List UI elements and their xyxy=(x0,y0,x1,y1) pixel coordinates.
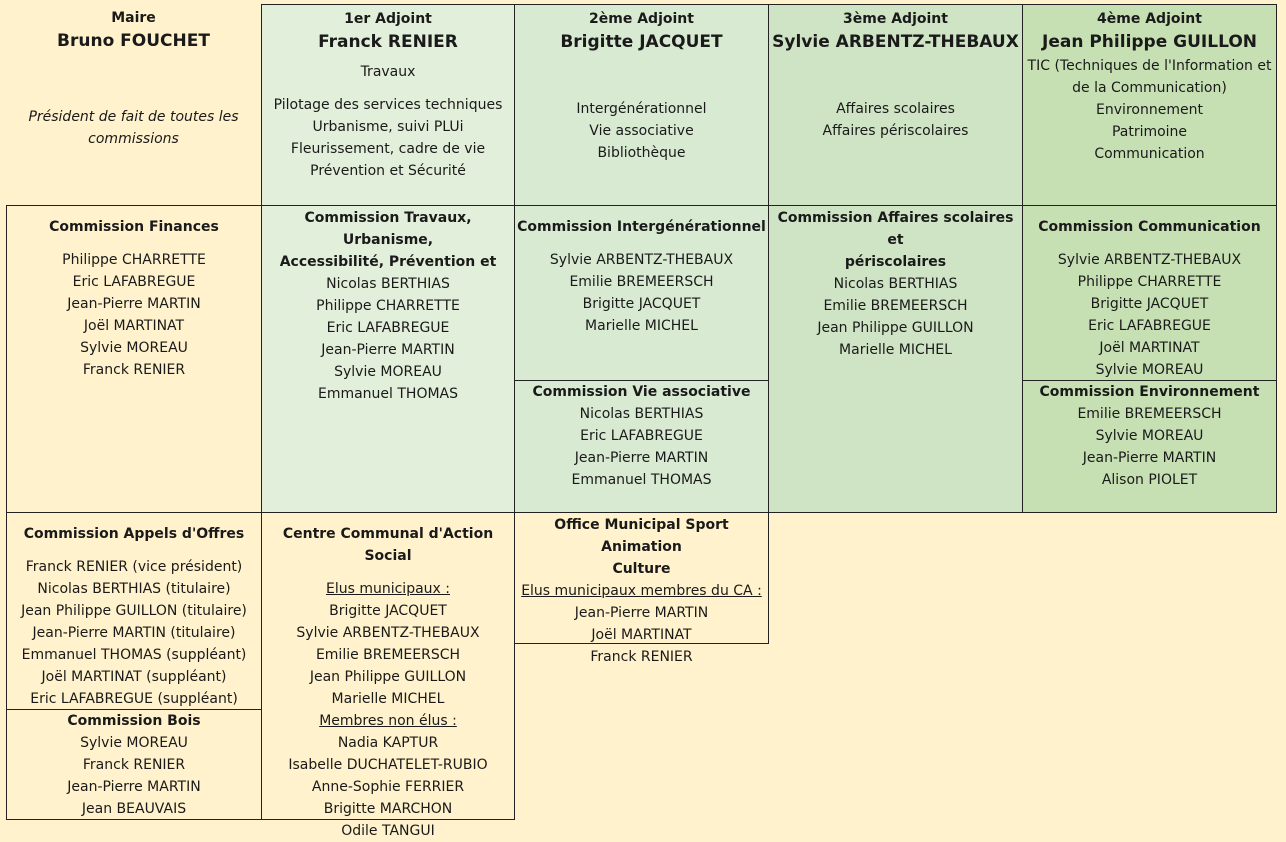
adjoint1-duty: Fleurissement, cadre de vie xyxy=(290,141,486,157)
member: Sylvie MOREAU xyxy=(1095,428,1204,444)
member: Brigitte MARCHON xyxy=(323,801,453,817)
adjoint2-duty: Vie associative xyxy=(589,123,694,139)
member: Odile TANGUI xyxy=(341,823,435,839)
member: Sylvie MOREAU xyxy=(334,364,442,380)
adjoint4-name: Jean Philippe GUILLON xyxy=(1042,32,1257,52)
member: Emmanuel THOMAS xyxy=(317,386,459,402)
maire-role: Maire xyxy=(111,10,156,26)
member: Sylvie MOREAU xyxy=(1095,362,1204,378)
commission-finances xyxy=(6,205,262,513)
member: Emmanuel THOMAS xyxy=(571,472,712,488)
commission-title: Commission Vie associative xyxy=(532,384,751,400)
member: Eric LAFABREGUE xyxy=(72,274,196,290)
member: Eric LAFABREGUE xyxy=(326,320,450,336)
adjoint2-name: Brigitte JACQUET xyxy=(560,32,723,52)
commission-intergenerationnel xyxy=(514,205,769,381)
member: Brigitte JACQUET xyxy=(582,296,701,312)
member: Sylvie MOREAU xyxy=(80,340,188,356)
adjoint1-role: 1er Adjoint xyxy=(344,11,432,27)
member: Jean BEAUVAIS xyxy=(81,801,187,817)
member: Joël MARTINAT xyxy=(1099,340,1200,356)
adjoint4-cell xyxy=(1022,4,1277,206)
member: Eric LAFABREGUE xyxy=(580,428,703,444)
member: Isabelle DUCHATELET-RUBIO xyxy=(288,757,488,773)
member: Eric LAFABREGUE xyxy=(1088,318,1211,334)
adjoint2-duty: Bibliothèque xyxy=(597,145,686,161)
member: Joël MARTINAT (suppléant) xyxy=(41,669,227,685)
maire-name: Bruno FOUCHET xyxy=(57,31,210,51)
member: Emilie BREMEERSCH xyxy=(823,298,968,314)
adjoint3-role: 3ème Adjoint xyxy=(843,11,948,27)
member: Jean-Pierre MARTIN xyxy=(574,605,709,621)
member: Philippe CHARRETTE xyxy=(1077,274,1222,290)
member: Jean-Pierre MARTIN (titulaire) xyxy=(32,625,236,641)
member: Jean-Pierre MARTIN xyxy=(1082,450,1217,466)
adjoint2-role: 2ème Adjoint xyxy=(589,11,694,27)
member: Nicolas BERTHIAS xyxy=(579,406,704,422)
member: Jean Philippe GUILLON xyxy=(309,669,467,685)
adjoint1-duty: Urbanisme, suivi PLUi xyxy=(312,119,464,135)
member: Jean Philippe GUILLON xyxy=(817,320,974,336)
member: Emmanuel THOMAS (suppléant) xyxy=(21,647,247,663)
adjoint1-duty: Pilotage des services techniques xyxy=(273,97,503,113)
elus-label: Elus municipaux membres du CA : xyxy=(521,583,762,599)
adjoint4-duty: TIC (Techniques de l'Information et xyxy=(1027,58,1272,74)
adjoint4-duty: de la Communication) xyxy=(1072,80,1227,96)
member: Franck RENIER xyxy=(82,757,186,773)
commission-title: Commission Travaux, Urbanisme, xyxy=(304,210,472,248)
commission-title: Accessibilité, Prévention et xyxy=(279,254,497,270)
adjoint1-duty: Prévention et Sécurité xyxy=(310,163,466,179)
member: Marielle MICHEL xyxy=(585,318,698,334)
member: Anne-Sophie FERRIER xyxy=(311,779,465,795)
commission-environnement xyxy=(1022,380,1277,513)
commission-appels-offres xyxy=(6,512,262,710)
member: Alison PIOLET xyxy=(1101,472,1198,488)
commission-title: Office Municipal Sport Animation xyxy=(554,517,729,555)
commission-title: Commission Environnement xyxy=(1039,384,1260,400)
member: Marielle MICHEL xyxy=(839,342,952,358)
member: Nadia KAPTUR xyxy=(337,735,439,751)
commission-title: Commission Appels d'Offres xyxy=(23,526,245,542)
adjoint2-duty: Intergénérationnel xyxy=(576,101,707,117)
adjoint4-duty: Patrimoine xyxy=(1111,124,1188,140)
member: Jean-Pierre MARTIN xyxy=(321,342,455,358)
member: Philippe CHARRETTE xyxy=(316,298,460,314)
maire-cell xyxy=(6,4,261,205)
commission-title: Centre Communal d'Action Social xyxy=(282,526,494,564)
member: Jean-Pierre MARTIN xyxy=(574,450,709,466)
member: Sylvie MOREAU xyxy=(80,735,188,751)
adjoint4-role: 4ème Adjoint xyxy=(1097,11,1202,27)
adjoint4-duty: Communication xyxy=(1094,146,1205,162)
member: Joël MARTINAT xyxy=(83,318,185,334)
adjoint3-cell xyxy=(768,4,1023,206)
commission-bois xyxy=(6,709,262,820)
member: Brigitte JACQUET xyxy=(329,603,447,619)
commission-affaires-scolaires xyxy=(768,205,1023,513)
commission-vie-associative xyxy=(514,380,769,513)
member: Sylvie ARBENTZ-THEBAUX xyxy=(1057,252,1242,268)
commission-title: Commission Bois xyxy=(67,713,201,729)
member: Marielle MICHEL xyxy=(331,691,445,707)
adjoint3-duty: Affaires périscolaires xyxy=(822,123,969,139)
commission-communication xyxy=(1022,205,1277,381)
member: Sylvie ARBENTZ-THEBAUX xyxy=(296,625,480,641)
adjoint4-duty: Environnement xyxy=(1096,102,1203,118)
member: Brigitte JACQUET xyxy=(1090,296,1209,312)
member: Emilie BREMEERSCH xyxy=(315,647,461,663)
adjoint1-name: Franck RENIER xyxy=(318,32,458,52)
member: Franck RENIER xyxy=(590,649,693,665)
maire-note-line: Président de fait de toutes les xyxy=(28,109,239,125)
member: Nicolas BERTHIAS (titulaire) xyxy=(37,581,231,597)
member: Eric LAFABREGUE (suppléant) xyxy=(30,691,238,707)
member: Emilie BREMEERSCH xyxy=(1077,406,1222,422)
member: Nicolas BERTHIAS xyxy=(326,276,450,292)
ccas-cell xyxy=(261,512,515,839)
member: Franck RENIER (vice président) xyxy=(25,559,243,575)
non-elus-label: Membres non élus : xyxy=(319,713,457,729)
adjoint3-name: Sylvie ARBENTZ-THEBAUX xyxy=(772,32,1019,52)
commission-title: Commission Finances xyxy=(49,219,219,235)
member: Jean-Pierre MARTIN xyxy=(67,779,201,795)
adjoint1-top-duty: Travaux xyxy=(360,64,416,80)
member: Jean Philippe GUILLON (titulaire) xyxy=(21,603,247,619)
commission-title: Commission Communication xyxy=(1038,219,1261,235)
member: Emilie BREMEERSCH xyxy=(569,274,714,290)
commission-title: Culture xyxy=(612,561,671,577)
commission-title: Commission Affaires scolaires et xyxy=(777,210,1014,248)
member: Joël MARTINAT xyxy=(591,627,692,643)
commission-title: périscolaires xyxy=(844,254,947,270)
commission-travaux xyxy=(261,205,515,513)
member: Jean-Pierre MARTIN xyxy=(67,296,201,312)
elus-label: Elus municipaux : xyxy=(325,581,450,597)
adjoint2-cell xyxy=(514,4,769,206)
adjoint1-cell xyxy=(261,4,515,206)
commission-title: Commission Intergénérationnel xyxy=(517,219,766,235)
omsac-cell xyxy=(514,512,769,665)
member: Nicolas BERTHIAS xyxy=(833,276,958,292)
maire-note-line: commissions xyxy=(88,131,179,147)
member: Philippe CHARRETTE xyxy=(62,252,206,268)
member: Sylvie ARBENTZ-THEBAUX xyxy=(549,252,734,268)
adjoint3-duty: Affaires scolaires xyxy=(836,101,955,117)
member: Franck RENIER xyxy=(82,362,186,378)
